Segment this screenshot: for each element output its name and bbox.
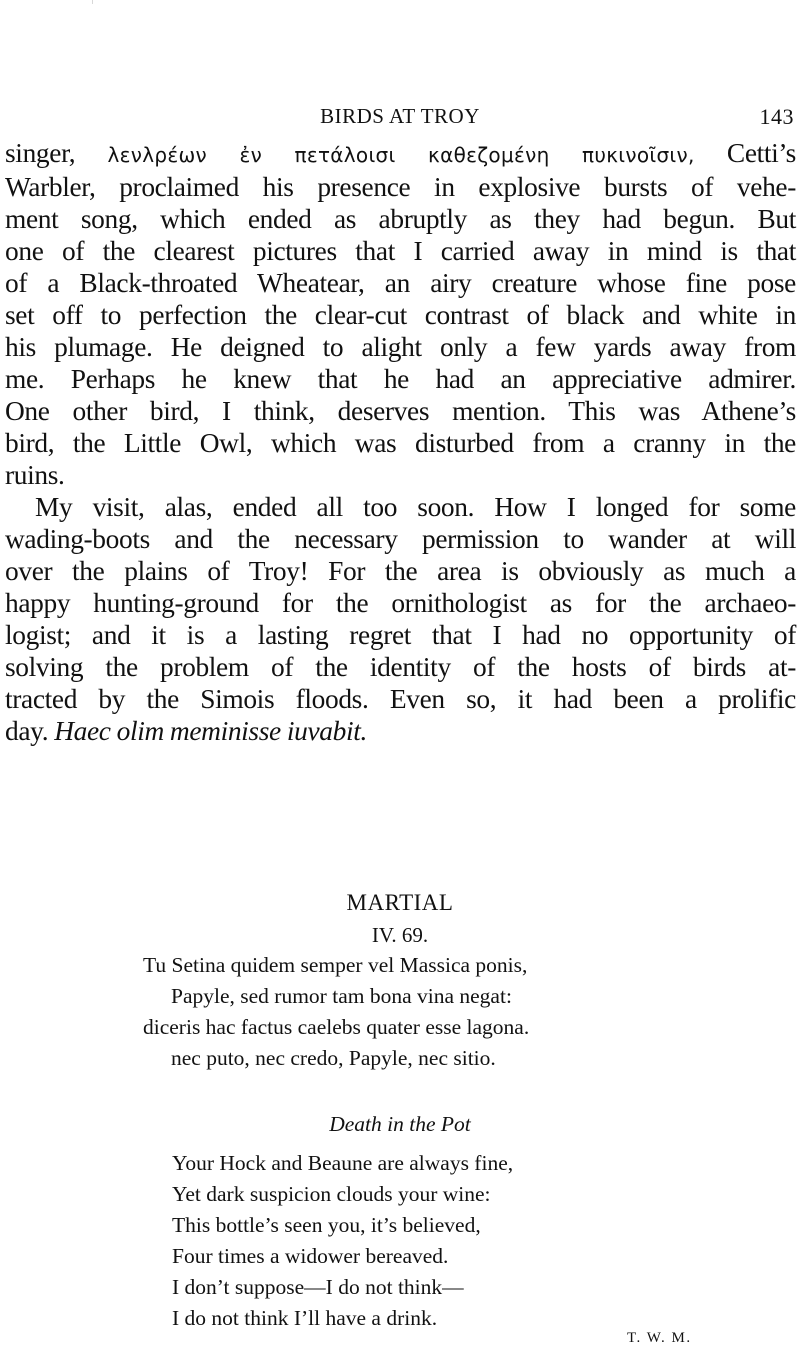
verse-line: I do not think I’ll have a drink.: [172, 1306, 438, 1330]
section-title: MARTIAL: [346, 890, 454, 915]
author-initials: T. W. M.: [627, 1330, 692, 1346]
text-line: his plumage. He deigned to alight only a few yards away from: [5, 332, 796, 362]
text-line: over the plains of Troy! For the area is obviously as much a: [5, 556, 796, 586]
text-line: bird, the Little Owl, which was disturbed from a cranny in the: [5, 428, 796, 458]
paragraph-1: [5, 137, 796, 491]
running-head: [0, 104, 800, 132]
paragraph-2: [5, 491, 796, 747]
verse-line: Papyle, sed rumor tam bona vina negat:: [171, 984, 512, 1008]
translation-title: Death in the Pot: [329, 1112, 471, 1136]
text-line: set off to perfection the clear-cut contrast of black and white in: [5, 300, 796, 330]
epigram-reference: IV. 69.: [371, 923, 429, 947]
text-line: Warbler, proclaimed his presence in explosive bursts of vehe-: [5, 172, 796, 202]
verse-line: Your Hock and Beaune are always fine,: [172, 1151, 514, 1175]
text-line: My visit, alas, ended all too soon. How I longed for some: [35, 492, 796, 522]
verse-line: Yet dark suspicion clouds your wine:: [172, 1182, 491, 1206]
latin-quotation: Haec olim meminisse iuvabit.: [54, 716, 367, 746]
text-line: One other bird, I think, deserves mention. This was Athene’s: [5, 396, 796, 426]
text-line: solving the problem of the identity of the hosts of birds at-: [5, 652, 796, 682]
text-line: ruins.: [5, 460, 65, 490]
running-title: BIRDS AT TROY: [320, 104, 480, 128]
latin-verse: [143, 950, 663, 1074]
text-line: day. Haec olim meminisse iuvabit.: [5, 716, 367, 746]
text-line: singer, λενλρέων ἐν πετάλοισι καθεζομένη πυκινοῖσιν, Cetti’s: [5, 138, 796, 168]
text-line: one of the clearest pictures that I carried away in mind is that: [5, 236, 796, 266]
scan-artifact: [92, 0, 93, 4]
text-line: wading-boots and the necessary permission to wander at will: [5, 524, 796, 554]
greek-quotation: λενλρέων ἐν πετάλοισι καθεζομένη πυκινοῖσιν,: [107, 143, 695, 167]
english-verse: [172, 1148, 672, 1334]
verse-line: Four times a widower bereaved.: [172, 1244, 449, 1268]
text-line: happy hunting-ground for the ornithologist as for the archaeo-: [5, 588, 796, 618]
text-line: of a Black-throated Wheatear, an airy creature whose fine pose: [5, 268, 796, 298]
verse-line: nec puto, nec credo, Papyle, nec sitio.: [171, 1046, 496, 1070]
text-line: ment song, which ended as abruptly as they had begun. But: [5, 204, 796, 234]
verse-line: This bottle’s seen you, it’s believed,: [172, 1213, 481, 1237]
text-line: logist; and it is a lasting regret that I had no opportunity of: [5, 620, 796, 650]
page-number: 143: [759, 104, 794, 129]
text-line: tracted by the Simois floods. Even so, it had been a prolific: [5, 684, 796, 714]
verse-line: I don’t suppose—I do not think—: [172, 1275, 464, 1299]
verse-line: Tu Setina quidem semper vel Massica ponis,: [143, 953, 528, 977]
text-line: me. Perhaps he knew that he had an appreciative admirer.: [5, 364, 796, 394]
verse-line: diceris hac factus caelebs quater esse lagona.: [143, 1015, 530, 1039]
body-text: [5, 137, 796, 747]
